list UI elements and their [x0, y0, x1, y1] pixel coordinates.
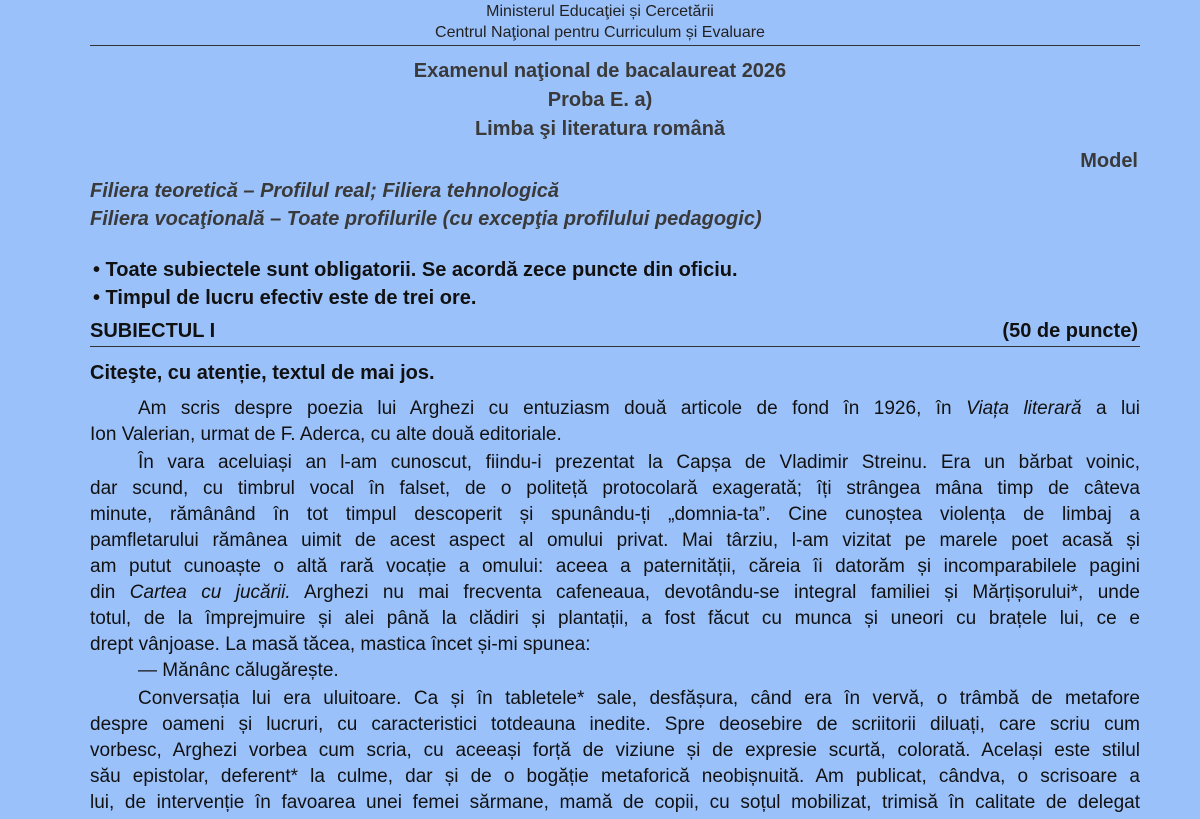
text-line-9: totul, de la împrejmuire și alei până la clădiri și plantații, a fost făcut cu munca și uneori cu brațele lui, ce e	[90, 608, 1140, 629]
filiera-line-1: Filiera teoretică – Profilul real; Filiera tehnologică	[90, 180, 560, 202]
text-line-10: drept vânjoase. La masă tăcea, mastica încet și-mi spunea:	[90, 634, 591, 655]
filiera-line-2: Filiera vocaţională – Toate profilurile (cu excepţia profilului pedagogic)	[90, 208, 762, 230]
text-line-14: vorbesc, Arghezi vorbea cum scria, cu aceeași forță de viziune și de expresie scurtă, colorată. Același este stilul	[90, 740, 1140, 761]
section-points: (50 de puncte)	[1002, 320, 1138, 342]
center-header: Centrul Naţional pentru Curriculum și Evaluare	[435, 24, 765, 41]
title-cartea-cu-jucarii: Cartea cu jucării.	[129, 582, 291, 603]
text-line-1: Am scris despre poezia lui Arghezi cu entuziasm două articole de fond în 1926, în Viața literară a lui	[138, 398, 1140, 419]
text-line-6: pamfletarului rămânea uimit de acest aspect al omului privat. Mai târziu, l-am vizitat pe marele poet acasă și	[90, 530, 1140, 551]
text-line-11: — Mănânc călugărește.	[138, 660, 339, 681]
text-line-4: dar scund, cu timbrul vocal în falset, de o politeță protocolară exagerată; îți strângea mâna timp de câteva	[90, 478, 1140, 499]
section-divider	[90, 346, 1140, 347]
model-label: Model	[1080, 150, 1138, 172]
text-line-5: minute, rămânând în tot timpul descoperit și spunându-ți „domnia-ta”. Cine cunoștea violența de limbaj a	[90, 504, 1140, 525]
reading-instruction: Citeşte, cu atenție, textul de mai jos.	[90, 362, 435, 384]
rule-item-2: • Timpul de lucru efectiv este de trei ore.	[93, 287, 477, 309]
text-line-8: din Cartea cu jucării. Arghezi nu mai frecventa cafeneaua, devotându-se integral familiei și Mărțișorului*, unde	[90, 582, 1140, 603]
ministry-header: Ministerul Educaţiei și Cercetării	[486, 3, 714, 20]
text-line-13: despre oameni și lucruri, cu caracteristici totdeauna inedite. Spre deosebire de scriitorii diluați, care scriu cum	[90, 714, 1140, 735]
text-line-7: am putut cunoaște o altă rară vocație a omului: aceea a paternității, căreia îi datorăm și incomparabilele pagini	[90, 556, 1140, 577]
exam-proba: Proba E. a)	[547, 89, 653, 111]
text-line-15: său epistolar, deferent* la culme, dar și de o bogăție metaforică neobișnuită. Am publicat, cândva, o scrisoare a	[90, 766, 1140, 787]
text-line-16: lui, de intervenție în favoarea unei femei sărmane, mamă de copii, cu soțul mobilizat, trimisă în calitate de delegat	[90, 792, 1140, 813]
exam-title: Examenul naţional de bacalaureat 2026	[413, 60, 787, 82]
title-viata-literara: Viața literară	[966, 398, 1082, 419]
section-title: SUBIECTUL I	[90, 320, 216, 342]
exam-subject: Limba şi literatura română	[474, 118, 726, 140]
text-line-12: Conversația lui era uluitoare. Ca și în tabletele* sale, desfășura, când era în vervă, o trâmbă de metafore	[138, 688, 1140, 709]
text-line-3: În vara aceluiași an l-am cunoscut, fiindu-i prezentat la Capșa de Vladimir Streinu. Era un bărbat voinic,	[138, 452, 1140, 473]
rule-item-1: • Toate subiectele sunt obligatorii. Se acordă zece puncte din oficiu.	[93, 259, 738, 281]
header-divider	[90, 45, 1140, 46]
text-line-2: Ion Valerian, urmat de F. Aderca, cu alte două editoriale.	[90, 424, 562, 445]
